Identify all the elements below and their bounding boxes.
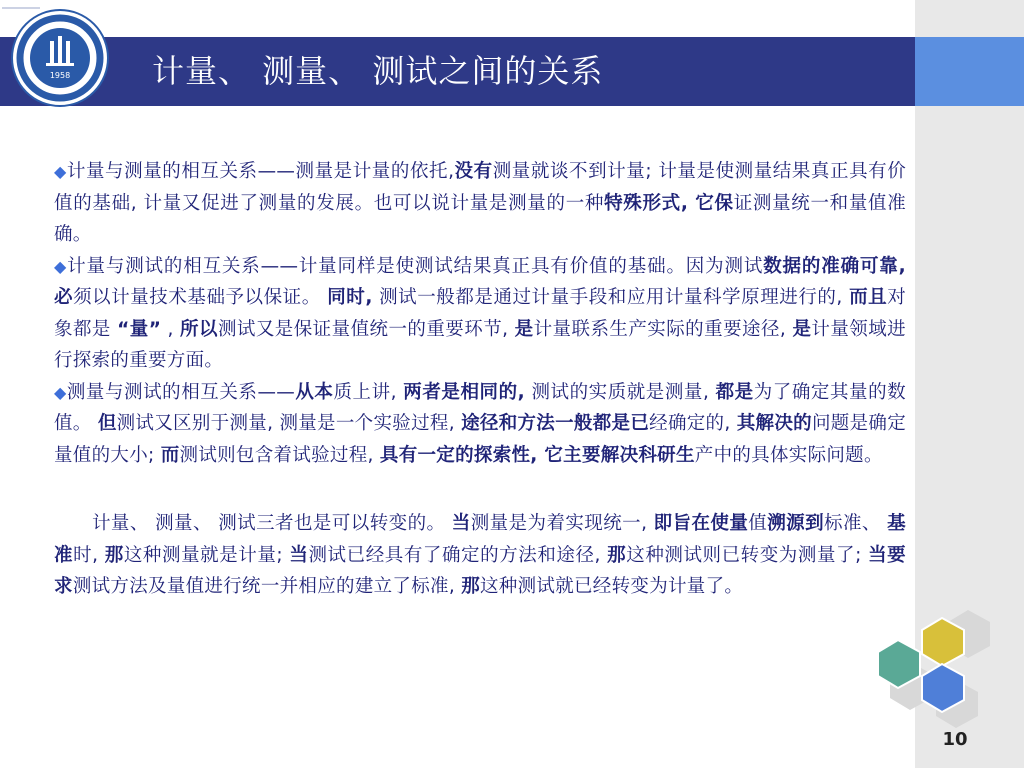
- emphasis-text: 途径和方法一般都是已: [461, 413, 650, 434]
- body-text: 质上讲,: [333, 381, 404, 403]
- body-text: 这种测试就已经转变为计量了。: [480, 576, 744, 597]
- diamond-bullet-icon: ◆: [54, 256, 68, 276]
- paragraph-2: [54, 251, 906, 377]
- body-text: 测试已经具有了确定的方法和途径,: [308, 544, 608, 566]
- body-text: 测试则包含着试验过程,: [179, 444, 380, 466]
- body-text: 测试的实质就是测量,: [525, 381, 716, 403]
- emphasis-text: 同时,: [327, 287, 373, 308]
- body-text: 测试一般都是通过计量手段和应用计量科学原理进行的,: [372, 287, 850, 308]
- body-text: 测量与测试的相互关系——: [66, 381, 296, 403]
- logo-year: 1958: [49, 71, 71, 80]
- body-text: 产中的具体实际问题。: [694, 444, 883, 466]
- emphasis-text: 那: [607, 544, 627, 566]
- body-text: 测量是为着实现统一,: [470, 513, 654, 534]
- body-text: 计量联系生产实际的重要途径,: [533, 318, 793, 340]
- emphasis-text: 当要求: [54, 544, 906, 597]
- body-text: 对象都是: [54, 287, 906, 340]
- page-number: 10: [942, 729, 968, 750]
- diamond-bullet-icon: ◆: [54, 162, 67, 181]
- emphasis-text: 是: [514, 318, 534, 340]
- body-text: 测试又区别于测量, 测量是一个实验过程,: [116, 413, 462, 434]
- body-text: 值: [748, 513, 768, 534]
- emphasis-text: 那: [461, 576, 480, 597]
- emphasis-text: 是: [792, 318, 812, 340]
- body-text: 为了确定其量的数值。: [54, 381, 906, 434]
- emphasis-text: 其解决的: [736, 413, 812, 434]
- emphasis-text: 溯源到: [767, 513, 825, 534]
- body-text: 计量与测量的相互关系——测量是计量的依托,: [66, 161, 455, 182]
- emphasis-text: 都是: [715, 381, 754, 403]
- emphasis-text: 那: [104, 544, 124, 566]
- emphasis-text: 基准: [54, 513, 906, 566]
- emphasis-text: 即旨在使量: [653, 513, 749, 534]
- emphasis-text: 数据的准确可靠, 必: [54, 255, 906, 308]
- emphasis-text: 具有一定的探索性, 它主要解决科研生: [379, 444, 695, 466]
- body-text: 计量领域进行探索的重要方面。: [54, 318, 906, 371]
- body-text: 测量就谈不到计量; 计量是使测量结果真正具有价值的基础, 计量又促进了测量的发展。也可以说计量是测量的一种: [54, 161, 907, 214]
- body-text: 这种测试则已转变为测量了;: [626, 544, 869, 566]
- body-text: 这种测量就是计量;: [123, 544, 290, 566]
- body-text: 须以计量技术基础予以保证。: [73, 287, 328, 308]
- emphasis-text: 而: [160, 444, 180, 466]
- body-text: 计量与测试的相互关系——计量同样是使测试结果真正具有价值的基础。因为测试: [67, 255, 764, 277]
- body-text: 计量、 测量、 测试三者也是可以转变的。: [92, 513, 452, 534]
- paragraph-4: [54, 508, 906, 603]
- body-text: ,: [161, 318, 181, 340]
- emphasis-text: 所以: [180, 318, 218, 340]
- emphasis-text: 当: [289, 544, 309, 566]
- emphasis-text: “量”: [117, 318, 162, 340]
- body-text: 测试又是保证量值统一的重要环节,: [217, 318, 515, 340]
- university-logo: [10, 8, 110, 108]
- emphasis-text: 从本: [295, 381, 334, 403]
- emphasis-text: 两者是相同的,: [403, 381, 525, 403]
- body-text: 标准、: [824, 513, 888, 534]
- emphasis-text: 当: [451, 513, 471, 534]
- title-bar-accent: [915, 37, 1024, 106]
- body-text: 问题是确定量值的大小;: [54, 413, 906, 466]
- slide-title: 计量、 测量、 测试之间的关系: [152, 52, 604, 90]
- emphasis-text: 没有: [454, 161, 493, 182]
- hexagon-decoration-icon: [870, 600, 1010, 730]
- body-text: 经确定的,: [649, 413, 737, 434]
- emphasis-text: 但: [97, 413, 117, 434]
- diamond-bullet-icon: ◆: [54, 382, 67, 402]
- emphasis-text: 特殊形式, 它保: [604, 192, 734, 214]
- body-text: 证测量统一和量值准确。: [54, 192, 907, 245]
- body-text: 时,: [73, 544, 105, 566]
- body-text: 测试方法及量值进行统一并相应的建立了标准,: [72, 576, 462, 597]
- emphasis-text: 而且: [849, 287, 888, 308]
- paragraph-1: [54, 156, 906, 251]
- slide-body: [54, 156, 906, 603]
- paragraph-3: [54, 377, 906, 472]
